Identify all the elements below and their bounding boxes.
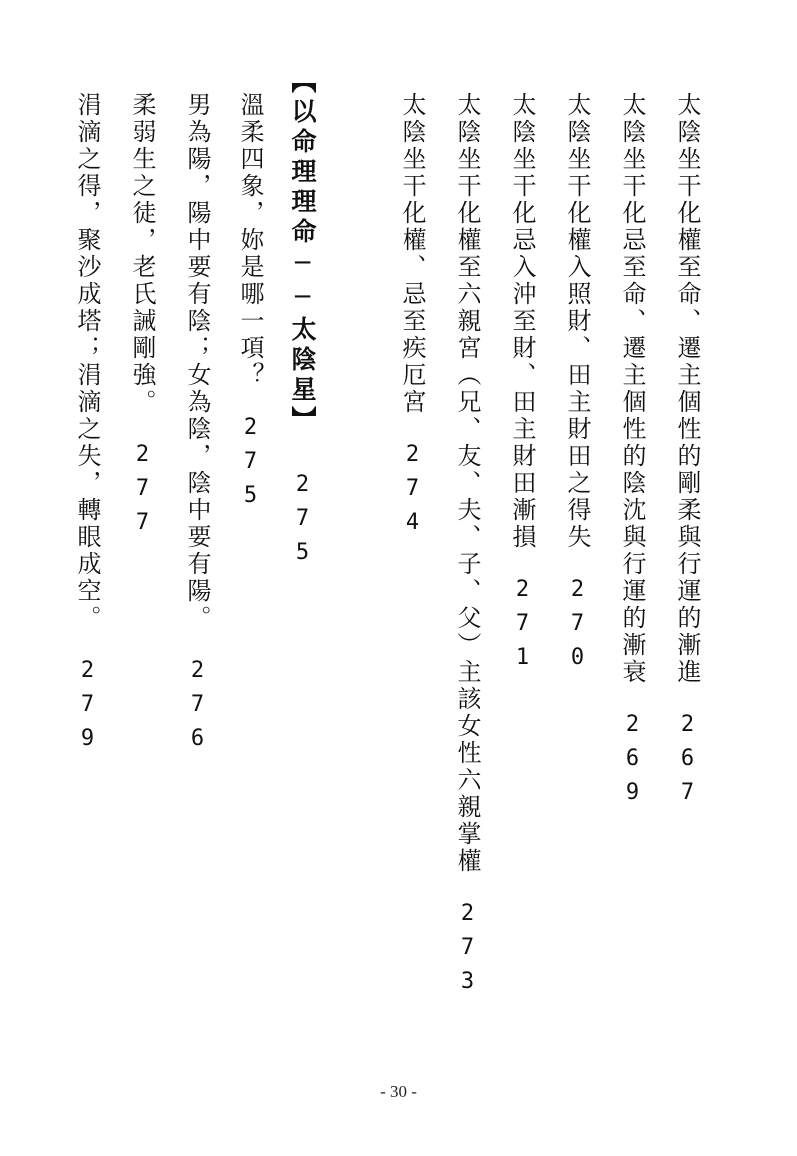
toc-entry-page: 270 xyxy=(565,577,590,679)
toc-entry-page: 267 xyxy=(675,712,700,814)
toc-entry xyxy=(672,92,702,814)
toc-entry xyxy=(127,92,157,544)
section-heading xyxy=(287,68,317,574)
toc-entry xyxy=(562,92,592,679)
toc-entry-title: 太陰坐干化權、忌至疾厄宮 xyxy=(398,92,426,416)
toc-entry xyxy=(182,92,212,760)
toc-entry xyxy=(397,92,427,544)
toc-entry-title: 太陰坐干化權至六親宮︵兄、友、夫、子、父︶主該女性六親掌權 xyxy=(453,92,481,875)
toc-entry-page: 273 xyxy=(455,901,480,1003)
toc-entry-page: 269 xyxy=(620,712,645,814)
toc-entry-page: 271 xyxy=(510,577,535,679)
toc-entry-title: 太陰坐干化權至命、遷主個性的剛柔與行運的漸進 xyxy=(673,92,701,686)
toc-entry-page: 276 xyxy=(185,658,210,760)
toc-entry-title: 男為陽，陽中要有陰；女為陰，陰中要有陽。 xyxy=(183,92,211,632)
toc-entry xyxy=(72,92,102,760)
toc-entry-page: 274 xyxy=(400,442,425,544)
toc-entry xyxy=(452,92,482,1003)
toc-entry-title: 太陰坐干化忌入沖至財、田主財田漸損 xyxy=(508,92,536,551)
toc-entry xyxy=(235,92,265,517)
toc-entry-title: 涓滴之得，聚沙成塔；涓滴之失，轉眼成空。 xyxy=(73,92,101,632)
toc-entry-page: 277 xyxy=(130,442,155,544)
toc-entry-title: 溫柔四象，妳是哪一項？ xyxy=(236,92,264,389)
toc-entry xyxy=(507,92,537,679)
toc-entry-title: 柔弱生之徒，老氏誡剛強。 xyxy=(128,92,156,416)
toc-entry-title: 太陰坐干化忌至命、遷主個性的陰沈與行運的漸衰 xyxy=(618,92,646,686)
toc-entry-page: 279 xyxy=(75,658,100,760)
toc-entry-page: 275 xyxy=(238,415,263,517)
section-heading-page: 275 xyxy=(290,472,315,574)
section-heading-title: ︻以命理理命──太陰星︼ xyxy=(288,68,317,436)
page-number: - 30 - xyxy=(380,1082,417,1101)
toc-entry xyxy=(617,92,647,814)
toc-entry-title: 太陰坐干化權入照財、田主財田之得失 xyxy=(563,92,591,551)
